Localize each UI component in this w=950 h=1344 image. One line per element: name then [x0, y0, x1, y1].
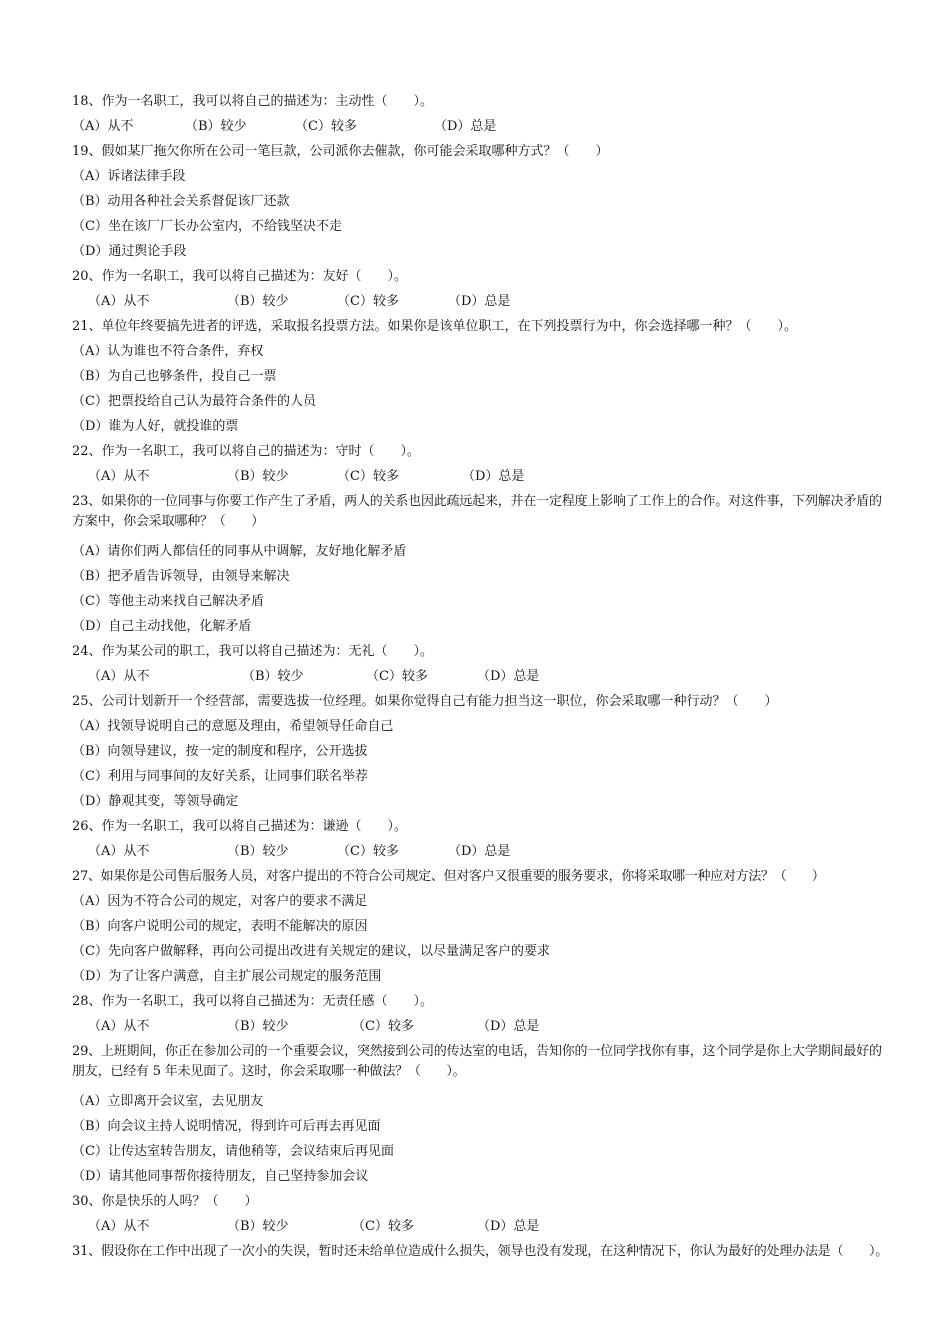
question-19-option-b: （B）动用各种社会关系督促该厂还款: [72, 194, 290, 209]
question-29-option-b: （B）向会议主持人说明情况，得到许可后再去再见面: [72, 1119, 381, 1134]
question-20-stem: 20、作为一名职工，我可以将自己描述为：友好（ ）。: [72, 269, 408, 284]
question-27-option-b: （B）向客户说明公司的规定，表明不能解决的原因: [72, 919, 368, 934]
option-c: （C）较多: [366, 669, 428, 684]
question-22-options: [72, 467, 894, 487]
option-b: （B）较少: [227, 1219, 289, 1234]
question-21-option-d: （D）谁为人好，就投谁的票: [72, 419, 239, 434]
option-d: （D）总是: [477, 1019, 540, 1034]
option-b: （B）较少: [227, 294, 289, 309]
option-a: （A）从不: [88, 844, 150, 859]
question-26-options: [72, 842, 894, 862]
option-a: （A）从不: [88, 1219, 150, 1234]
question-19-option-a: （A）诉诸法律手段: [72, 169, 186, 184]
question-25-option-a: （A）找领导说明自己的意愿及理由，希望领导任命自己: [72, 719, 394, 734]
option-c: （C）较多: [295, 119, 357, 134]
question-18-stem: 18、作为一名职工，我可以将自己的描述为：主动性（ ）。: [72, 94, 434, 109]
question-28-options: [72, 1017, 894, 1037]
question-21-option-b: （B）为自己也够条件，投自己一票: [72, 369, 277, 384]
option-c: （C）较多: [352, 1219, 414, 1234]
question-23-option-b: （B）把矛盾告诉领导，由领导来解决: [72, 569, 290, 584]
option-d: （D）总是: [434, 119, 497, 134]
question-21-option-a: （A）认为谁也不符合条件，弃权: [72, 344, 264, 359]
question-18-options: [72, 117, 894, 137]
question-21-stem: 21、单位年终要搞先进者的评选，采取报名投票方法。如果你是该单位职工，在下列投票行为中，你会选择哪一种？（ ）。: [72, 319, 798, 334]
option-d: （D）总是: [448, 294, 511, 309]
question-29-option-d: （D）请其他同事帮你接待朋友，自己坚持参加会议: [72, 1169, 369, 1184]
option-c: （C）较多: [337, 294, 399, 309]
option-b: （B）较少: [227, 469, 289, 484]
question-23-option-d: （D）自己主动找他，化解矛盾: [72, 619, 252, 634]
question-26-stem: 26、作为一名职工，我可以将自己描述为：谦逊（ ）。: [72, 819, 408, 834]
option-a: （A）从不: [88, 469, 150, 484]
option-c: （C）较多: [352, 1019, 414, 1034]
question-25-option-b: （B）向领导建议，按一定的制度和程序，公开选拔: [72, 744, 368, 759]
option-a: （A）从不: [88, 669, 150, 684]
option-d: （D）总是: [477, 669, 540, 684]
option-b: （B）较少: [242, 669, 304, 684]
question-27-option-a: （A）因为不符合公司的规定，对客户的要求不满足: [72, 894, 368, 909]
question-23-option-a: （A）请你们两人都信任的同事从中调解，友好地化解矛盾: [72, 544, 407, 559]
question-20-options: [72, 292, 894, 312]
option-c: （C）较多: [337, 469, 399, 484]
question-19-option-d: （D）通过舆论手段: [72, 244, 187, 259]
question-19-option-c: （C）坐在该厂厂长办公室内，不给钱坚决不走: [72, 219, 342, 234]
question-30-stem: 30、你是快乐的人吗？（ ）: [72, 1194, 258, 1209]
option-a: （A）从不: [72, 119, 134, 134]
option-d: （D）总是: [462, 469, 525, 484]
question-23-stem: 23、如果你的一位同事与你要工作产生了矛盾，两人的关系也因此疏远起来，并在一定程度上影响了工作上的合作。对这件事，下列解决矛盾的方案中，你会采取哪种？（ ）: [72, 494, 882, 529]
question-24-stem: 24、作为某公司的职工，我可以将自己描述为：无礼（ ）。: [72, 644, 434, 659]
option-b: （B）较少: [227, 844, 289, 859]
option-c: （C）较多: [337, 844, 399, 859]
question-22-stem: 22、作为一名职工，我可以将自己的描述为：守时（ ）。: [72, 444, 421, 459]
question-29-stem: 29、上班期间，你正在参加公司的一个重要会议，突然接到公司的传达室的电话，告知你的一位同学找你有事，这个同学是你上大学期间最好的朋友，已经有 5 年未见面了。这时，你会采取哪一种做法？（ ）。: [72, 1044, 882, 1079]
option-a: （A）从不: [88, 1019, 150, 1034]
question-29-option-c: （C）让传达室转告朋友，请他稍等，会议结束后再见面: [72, 1144, 394, 1159]
option-d: （D）总是: [477, 1219, 540, 1234]
question-25-stem: 25、公司计划新开一个经营部，需要选拔一位经理。如果你觉得自己有能力担当这一职位，你会采取哪一种行动？（ ）: [72, 694, 778, 709]
question-25-option-d: （D）静观其变，等领导确定: [72, 794, 239, 809]
question-28-stem: 28、作为一名职工，我可以将自己描述为：无责任感（ ）。: [72, 994, 434, 1009]
option-a: （A）从不: [88, 294, 150, 309]
question-23-option-c: （C）等他主动来找自己解决矛盾: [72, 594, 264, 609]
question-27-option-c: （C）先向客户做解释，再向公司提出改进有关规定的建议，以尽量满足客户的要求: [72, 944, 550, 959]
question-25-option-c: （C）利用与同事间的友好关系，让同事们联名举荐: [72, 769, 368, 784]
option-b: （B）较少: [227, 1019, 289, 1034]
question-30-options: [72, 1217, 894, 1237]
question-29-option-a: （A）立即离开会议室，去见朋友: [72, 1094, 264, 1109]
question-21-option-c: （C）把票投给自己认为最符合条件的人员: [72, 394, 316, 409]
option-d: （D）总是: [448, 844, 511, 859]
option-b: （B）较少: [185, 119, 247, 134]
question-27-option-d: （D）为了让客户满意，自主扩展公司规定的服务范围: [72, 969, 382, 984]
question-31-stem: 31、假设你在工作中出现了一次小的失误，暂时还未给单位造成什么损失，领导也没有发现，在这种情况下，你认为最好的处理办法是（ ）。: [72, 1244, 889, 1259]
question-24-options: [72, 667, 894, 687]
question-27-stem: 27、如果你是公司售后服务人员，对客户提出的不符合公司规定、但对客户又很重要的服务要求，你将采取哪一种应对方法？（ ）: [72, 869, 825, 884]
question-19-stem: 19、假如某厂拖欠你所在公司一笔巨款，公司派你去催款，你可能会采取哪种方式？（ ）: [72, 144, 609, 159]
